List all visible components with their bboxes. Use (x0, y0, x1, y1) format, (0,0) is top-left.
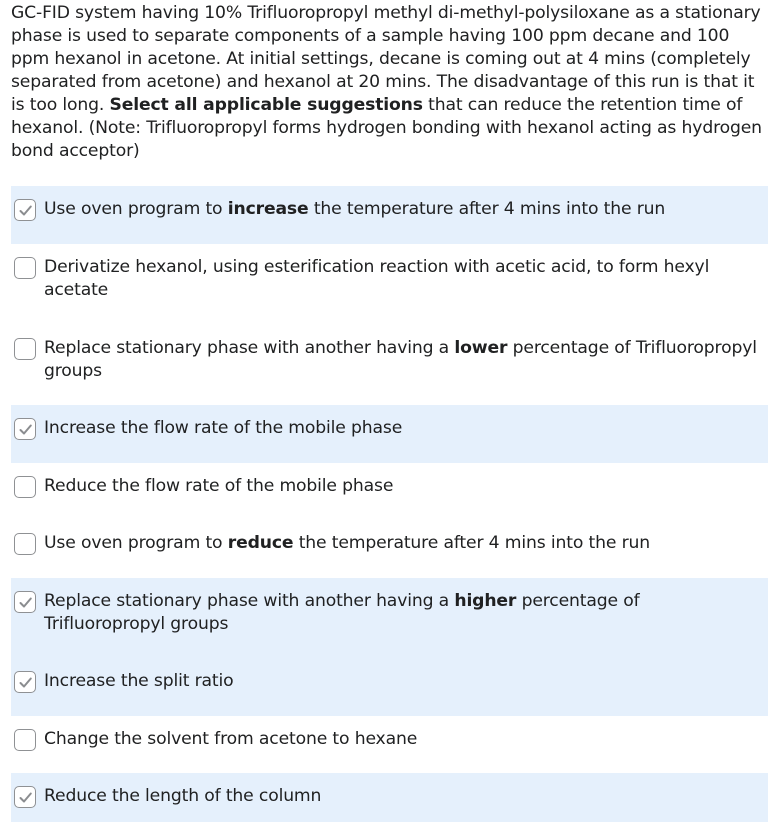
question-text-end: that can reduce the retention time of hexanol. (Note: Trifluoropropyl forms hydrogen bonding with hexanol acting as hydrogen bond acceptor) (11, 95, 762, 161)
option-label: Increase the split ratio (44, 671, 234, 691)
option-increase-temperature[interactable] (11, 186, 768, 244)
checkbox[interactable] (14, 476, 36, 498)
checkmark-icon (18, 790, 33, 805)
checkbox[interactable] (14, 199, 36, 221)
question-prompt (11, 2, 771, 163)
checkbox[interactable] (14, 729, 36, 751)
checkbox[interactable] (14, 671, 36, 693)
option-reduce-temperature[interactable] (11, 520, 768, 578)
option-label: Derivatize hexanol, using esterification reaction with acetic acid, to form hexyl acetate (44, 257, 710, 300)
checkbox[interactable] (14, 338, 36, 360)
option-lower-trifluoropropyl[interactable] (11, 325, 768, 405)
option-label: Replace stationary phase with another having a lower percentage of Trifluoropropyl groups (44, 338, 757, 381)
question-text-start: GC-FID system having 10% Trifluoropropyl methyl di-methyl-polysiloxane as a stationary phase is used to separate components of a sample having 100 ppm decane and 100 ppm hexanol in acetone. At initial settings, decane is coming out at 4 mins (completely separated from acetone) and hexanol at 20 mins. The disadvantage of this run is that it is too long. (11, 3, 761, 115)
checkbox[interactable] (14, 533, 36, 555)
option-higher-trifluoropropyl[interactable] (11, 578, 768, 658)
option-label: Reduce the flow rate of the mobile phase (44, 476, 394, 496)
option-derivatize-hexanol[interactable] (11, 244, 768, 325)
option-label: Replace stationary phase with another having a higher percentage of Trifluoropropyl groups (44, 591, 640, 634)
option-reduce-column-length[interactable] (11, 773, 768, 822)
option-label: Reduce the length of the column (44, 786, 322, 806)
checkbox[interactable] (14, 591, 36, 613)
option-label: Increase the flow rate of the mobile phase (44, 418, 403, 438)
option-reduce-flow-rate[interactable] (11, 463, 768, 520)
question-emphasis: Select all applicable suggestions (109, 95, 423, 115)
checkmark-icon (18, 203, 33, 218)
checkbox[interactable] (14, 257, 36, 279)
checkmark-icon (18, 422, 33, 437)
checkbox[interactable] (14, 418, 36, 440)
option-change-solvent[interactable] (11, 716, 768, 773)
option-label: Change the solvent from acetone to hexane (44, 729, 418, 749)
option-increase-split-ratio[interactable] (11, 658, 768, 716)
checkmark-icon (18, 595, 33, 610)
checkmark-icon (18, 675, 33, 690)
option-increase-flow-rate[interactable] (11, 405, 768, 463)
checkbox[interactable] (14, 786, 36, 808)
option-label: Use oven program to reduce the temperature after 4 mins into the run (44, 533, 650, 553)
option-label: Use oven program to increase the temperature after 4 mins into the run (44, 199, 666, 219)
